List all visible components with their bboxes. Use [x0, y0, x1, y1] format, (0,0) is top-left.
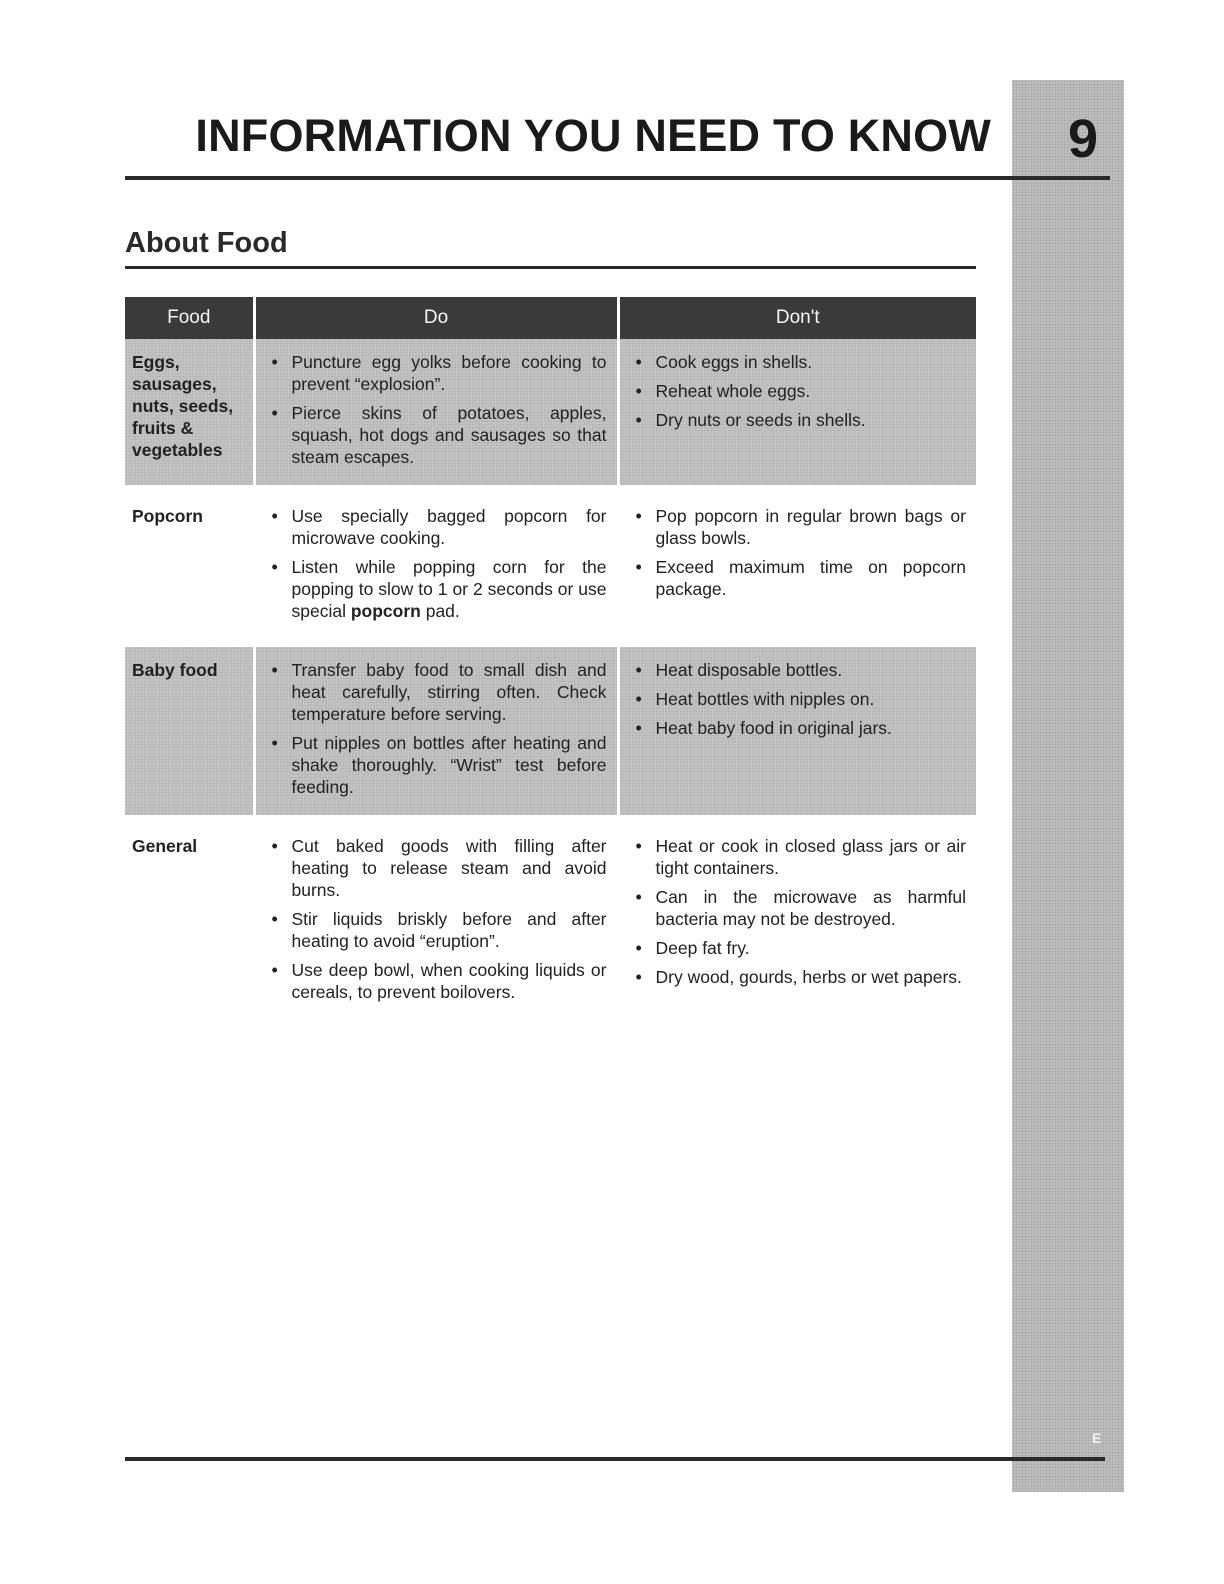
- list-item: • Heat disposable bottles.: [630, 659, 967, 681]
- do-cell: [254, 823, 618, 1020]
- dont-list: [630, 659, 967, 739]
- list-item: • Puncture egg yolks before cooking to prevent “explosion”.: [266, 351, 607, 395]
- table-header-row: [125, 297, 976, 339]
- food-cell: General: [125, 823, 254, 1020]
- title-divider: [125, 176, 1110, 180]
- dont-cell: [618, 493, 976, 639]
- dont-cell: [618, 823, 976, 1020]
- header-dont: Don't: [618, 297, 976, 339]
- text-segment: pad.: [420, 601, 460, 621]
- list-item: • Cook eggs in shells.: [630, 351, 967, 373]
- list-item: • Dry wood, gourds, herbs or wet papers.: [630, 966, 967, 988]
- list-item: • Exceed maximum time on popcorn package.: [630, 556, 967, 600]
- table-row: [125, 339, 976, 485]
- header-food: Food: [125, 297, 254, 339]
- do-cell: [254, 339, 618, 485]
- food-table: [125, 297, 976, 1020]
- dont-cell: [618, 339, 976, 485]
- list-item: • Use specially bagged popcorn for microwave cooking.: [266, 505, 607, 549]
- food-cell: Popcorn: [125, 493, 254, 639]
- list-item: • Stir liquids briskly before and after heating to avoid “eruption”.: [266, 908, 607, 952]
- list-item: • Reheat whole eggs.: [630, 380, 967, 402]
- list-item: • Heat or cook in closed glass jars or air tight containers.: [630, 835, 967, 879]
- do-list: [266, 835, 607, 1003]
- list-item: • Use deep bowl, when cooking liquids or cereals, to prevent boilovers.: [266, 959, 607, 1003]
- dont-list: [630, 505, 967, 600]
- list-item: • Put nipples on bottles after heating and shake thoroughly. “Wrist” test before feeding.: [266, 732, 607, 798]
- food-cell: Baby food: [125, 647, 254, 815]
- table-row: [125, 647, 976, 815]
- list-item: • Transfer baby food to small dish and heat carefully, stirring often. Check temperature before serving.: [266, 659, 607, 725]
- table-row: [125, 493, 976, 639]
- dont-cell: [618, 647, 976, 815]
- dont-list: [630, 351, 967, 431]
- table-row: [125, 823, 976, 1020]
- footer-divider: [125, 1457, 1105, 1461]
- list-item: • Cut baked goods with filling after heating to release steam and avoid burns.: [266, 835, 607, 901]
- list-item: [266, 556, 607, 622]
- dont-list: [630, 835, 967, 988]
- section-divider: [125, 266, 976, 269]
- section-heading: About Food: [125, 227, 288, 259]
- row-spacer: [125, 485, 976, 493]
- list-item: • Heat bottles with nipples on.: [630, 688, 967, 710]
- row-spacer: [125, 815, 976, 823]
- header-do: Do: [254, 297, 618, 339]
- list-item: • Pop popcorn in regular brown bags or glass bowls.: [630, 505, 967, 549]
- text-segment: Listen while popping corn for the popping to slow to 1 or 2 seconds or use special: [291, 557, 607, 621]
- row-spacer: [125, 639, 976, 647]
- side-language-letter: E: [1092, 1430, 1102, 1446]
- list-item: • Heat baby food in original jars.: [630, 717, 967, 739]
- do-list: [266, 659, 607, 798]
- do-cell: [254, 647, 618, 815]
- do-list: [266, 351, 607, 468]
- page-number: 9: [1068, 109, 1099, 169]
- list-item: • Deep fat fry.: [630, 937, 967, 959]
- page-title: INFORMATION YOU NEED TO KNOW: [195, 110, 991, 161]
- food-cell: Eggs, sausages, nuts, seeds, fruits & vegetables: [125, 339, 254, 485]
- popcorn-pad-label: popcorn: [350, 601, 421, 621]
- do-list: [266, 505, 607, 622]
- list-item: • Pierce skins of potatoes, apples, squash, hot dogs and sausages so that steam escapes.: [266, 402, 607, 468]
- do-cell: [254, 493, 618, 639]
- side-tab: [1012, 80, 1124, 1492]
- list-item: • Can in the microwave as harmful bacteria may not be destroyed.: [630, 886, 967, 930]
- list-item: • Dry nuts or seeds in shells.: [630, 409, 967, 431]
